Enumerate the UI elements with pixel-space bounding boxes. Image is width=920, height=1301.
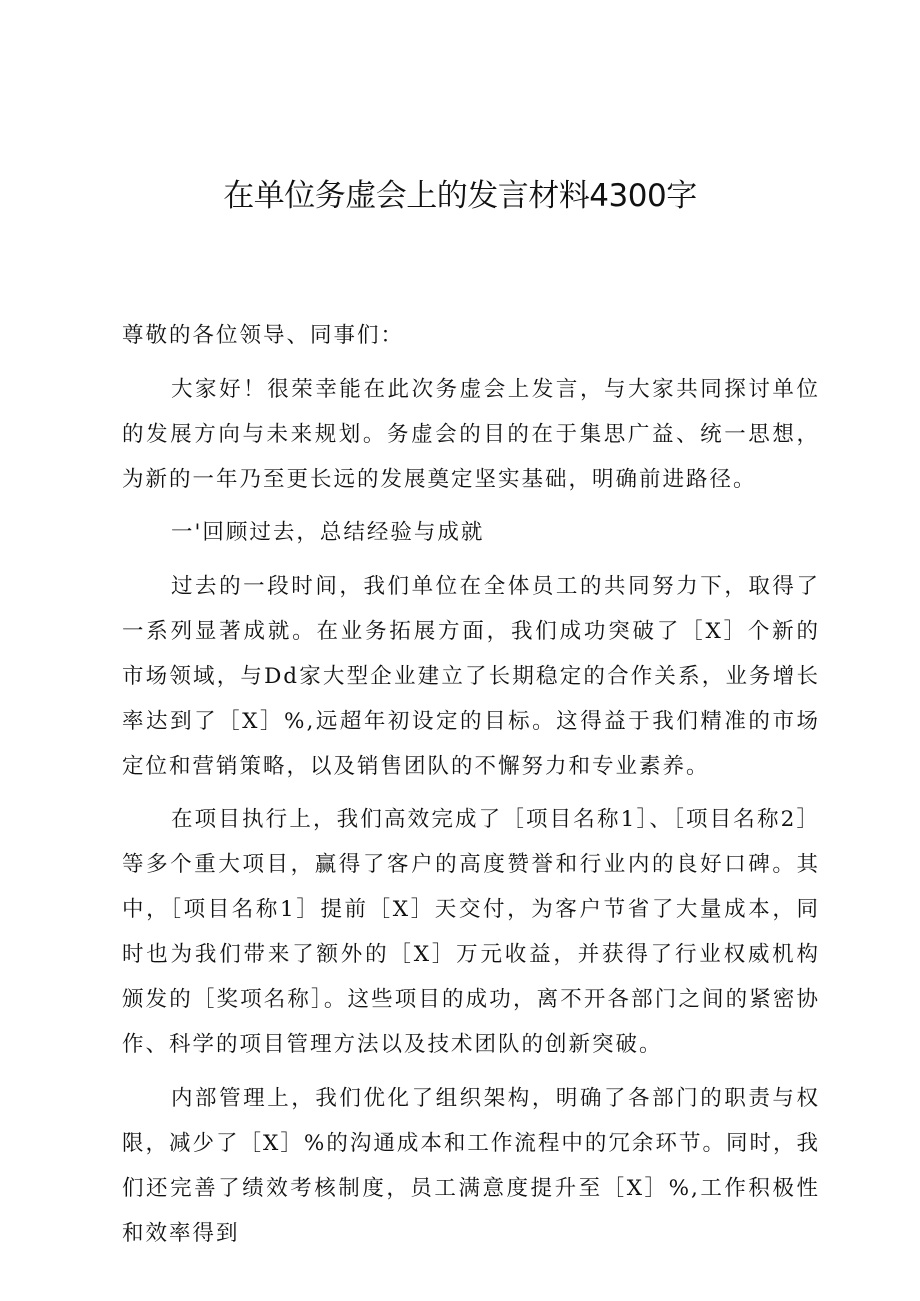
paragraph-business-achievements: 过去的一段时间，我们单位在全体员工的共同努力下，取得了一系列显著成就。在业务拓展方面，我们成功突破了［X］个新的市场领域，与Dd家大型企业建立了长期稳定的合作关系，业务增长率达到了［X］%,远超年初设定的目标。这得益于我们精准的市场定位和营销策略，以及销售团队的不懈努力和专业素养。 — [122, 573, 820, 779]
paragraph-greeting: 大家好！很荣幸能在此次务虚会上发言，与大家共同探讨单位的发展方向与未来规划。务虚会的目的在于集思广益、统一思想，为新的一年乃至更长远的发展奠定坚实基础，明确前进路径。 — [122, 376, 820, 492]
document-body — [122, 313, 820, 1265]
document-title: 在单位务虚会上的发言材料4300字 — [223, 178, 697, 214]
paragraph-project-execution: 在项目执行上，我们高效完成了［项目名称1］、［项目名称2］等多个重大项目，赢得了客户的高度赞誉和行业内的良好口碑。其中，［项目名称1］提前［X］天交付，为客户节省了大量成本，同时也为我们带来了额外的［X］万元收益，并获得了行业权威机构颁发的［奖项名称］。这些项目的成功，离不开各部门之间的紧密协作、科学的项目管理方法以及技术团队的创新突破。 — [122, 807, 820, 1058]
salutation: 尊敬的各位领导、同事们： — [122, 323, 405, 348]
section-heading-review: 一'回顾过去，总结经验与成就 — [171, 520, 485, 546]
paragraph-internal-management: 内部管理上，我们优化了组织架构，明确了各部门的职责与权限，减少了［X］%的沟通成本和工作流程中的冗余环节。同时，我们还完善了绩效考核制度，员工满意度提升至［X］%,工作积极性和效率得到 — [122, 1085, 820, 1246]
